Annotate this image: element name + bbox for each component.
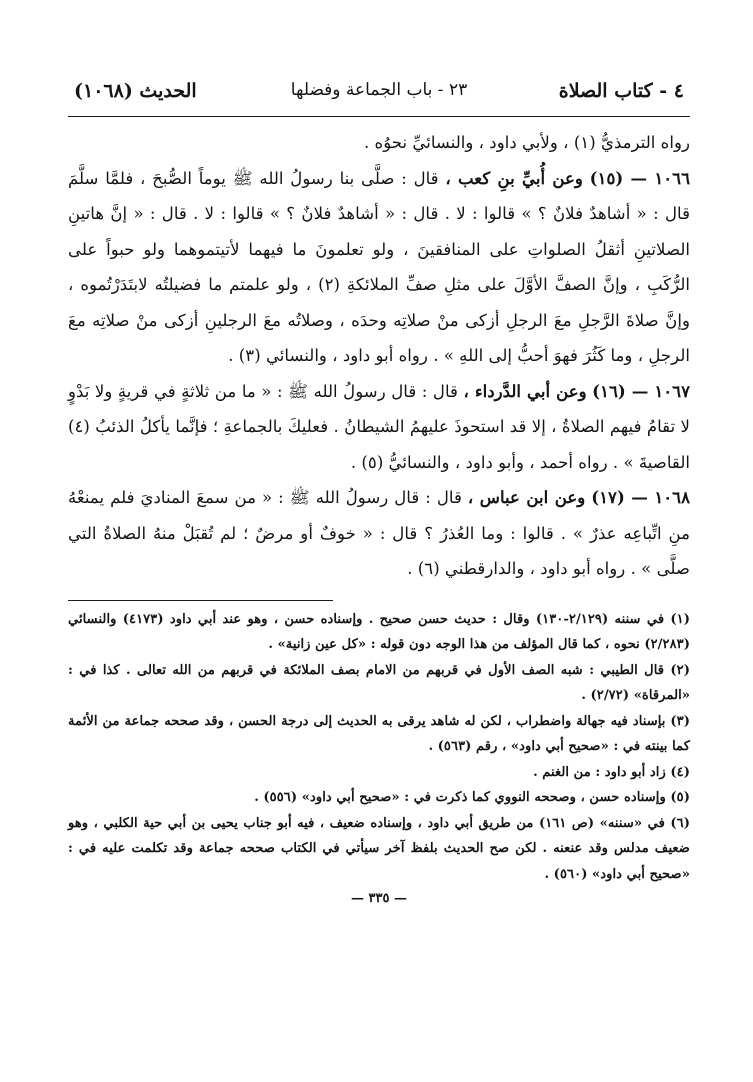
hadith-range: الحديث (١٠٦٨) bbox=[74, 80, 197, 102]
footnote-2: (٢) قال الطيبي : شبه الصف الأول في قربهم من الامام بصف الملائكة في قربهم من الله تعالى . كذا في : «المرقاة» (٢/٧٢) . bbox=[68, 662, 690, 703]
footnote-1: (١) في سننه (٢/١٢٩-١٣٠) وقال : حديث حسن صحيح . وإسناده حسن ، وهو عند أبي داود (٤١٧٣) والنسائي (٢/٢٨٣) نحوه ، كما قال المؤلف من هذا الوجه دون قوله : «كل عين زانية» . bbox=[68, 611, 690, 652]
hadith-narrator: وعن ابن عباس ، bbox=[467, 487, 586, 507]
page-number: — ٣٣٥ — bbox=[350, 891, 407, 906]
footnote-3: (٣) بإسناد فيه جهالة واضطراب ، لكن له شاهد يرقى به الحديث إلى درجة الحسن ، وقد صححه جماعة من الأئمة كما بينته في : «صحيح أبي داود» ، رقم (٥٦٣) . bbox=[68, 713, 690, 754]
hadith-text: قال : قال رسولُ الله ﷺ : « ما من ثلاثةٍ في قريةٍ ولا بَدْوٍ لا تقامُ فيهم الصلاةُ ، إلا قد استحوذَ عليهمُ الشيطانُ . فعليكَ بالجماعةِ ؛ فإنَّما يأكلُ الذئبُ (٤) القاصيةَ » . رواه أحمد ، وأبو داود ، والنسائيُّ (٥) . bbox=[68, 381, 690, 472]
hadith-number: ١٠٦٧ — (١٦) bbox=[592, 380, 690, 401]
page bbox=[68, 62, 690, 1062]
running-header bbox=[68, 62, 690, 117]
footnote-4: (٤) زاد أبو داود : من الغنم . bbox=[533, 764, 690, 780]
hadith-1066 bbox=[68, 161, 690, 374]
footnote-divider bbox=[68, 600, 333, 601]
hadith-narrator: وعن أبي الدَّرداء ، bbox=[463, 380, 587, 401]
hadith-1067 bbox=[68, 374, 690, 481]
paragraph-text: رواه الترمذيُّ (١) ، ولأبي داود ، والنسائيِّ نحوُه . bbox=[363, 133, 690, 152]
book-title: ٤ - كتاب الصلاة bbox=[558, 80, 684, 102]
chapter-title: ٢٣ - باب الجماعة وفضلها bbox=[290, 80, 468, 100]
hadith-number: ١٠٦٨ — (١٧) bbox=[591, 487, 690, 507]
main-text bbox=[68, 125, 690, 587]
paragraph-intro bbox=[68, 125, 690, 161]
hadith-text: قال : قال رسولُ الله ﷺ : « من سمعَ المناديَ فلم يمنعْهُ منِ اتِّباعِه عذرٌ » . قالوا : وما العُذرُ ؟ قال : « خوفٌ أو مرضٌ ؛ لم تُقبَلْ منهُ الصلاةُ التي صلَّى » . رواه أبو داود ، والدارقطني (٦) . bbox=[68, 488, 690, 578]
hadith-1068 bbox=[68, 480, 690, 587]
hadith-number: ١٠٦٦ — (١٥) bbox=[589, 167, 691, 188]
hadith-narrator: وعن أُبيِّ بنِ كعب ، bbox=[445, 167, 583, 188]
footnote-6: (٦) في «سننه» (ص ١٦١) من طريق أبي داود ، وإسناده ضعيف ، فيه أبو جناب يحيى بن أبي حية الكلبي ، وهو ضعيف مدلس وقد عنعنه . لكن صح الحديث بلفظ آخر سيأتي في الكتاب صححه جماعة وقد تكلمت عليه في : «صحيح أبي داود» (٥٦٠) . bbox=[68, 815, 690, 882]
hadith-text: قال : صلَّى بنا رسولُ الله ﷺ يوماً الصُّبحَ ، فلمَّا سلَّمَ قال : « أشاهدٌ فلانٌ ؟ » قالوا : لا . قال : « أشاهدٌ فلانٌ ؟ » قالوا : لا . قال : « إنَّ هاتينِ الصلاتينِ أثقلُ الصلواتِ على المنافقينَ ، ولو تعلمونَ ما فيهما لأتيتموهما ولو حبواً على الرُّكَبِ ، وإنَّ الصفَّ الأوَّلَ على مثلِ صفِّ الملائكةِ (٢) ، ولو علمتم ما فضيلتُه لابتَدَرْتُموه ، وإنَّ صلاةَ الرَّجلِ معَ الرجلِ أزكى منْ صلاتِه وحدَه ، وصلاتُه معَ الرجلينِ أزكى منْ صلاتِه معَ الرجلِ ، وما كَثُرَ فهوَ أحبُّ إلى اللهِ » . رواه أبو داود ، والنسائي (٣) . bbox=[68, 168, 690, 365]
footnote-5: (٥) وإسناده حسن ، وصححه النووي كما ذكرت في : «صحيح أبي داود» (٥٥٦) . bbox=[254, 790, 690, 805]
footnotes bbox=[68, 607, 690, 888]
